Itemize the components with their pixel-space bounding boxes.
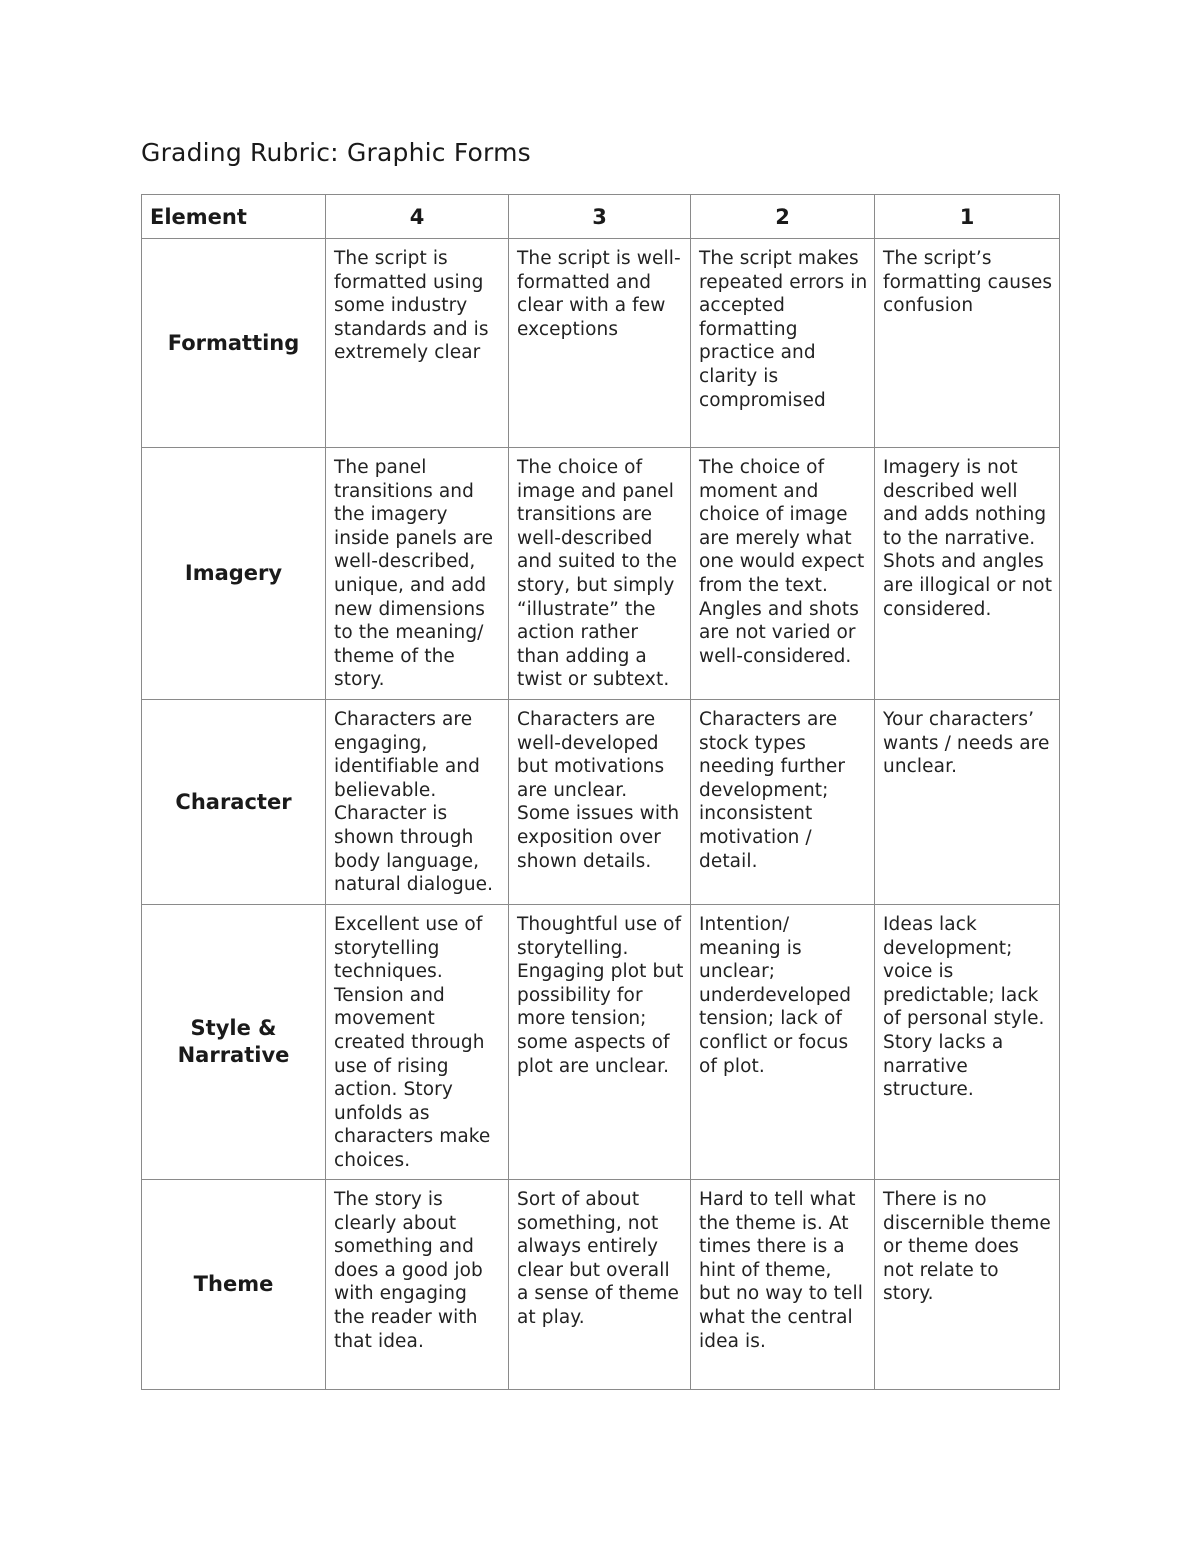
header-row xyxy=(142,195,1060,239)
table-row xyxy=(142,905,1060,1180)
header-element: Element xyxy=(142,195,326,239)
score-4-descriptor: Excellent use of storytelling techniques. Tension and movement created through use of rising action. Story unfolds as characters make choices. xyxy=(326,905,509,1180)
element-label: Character xyxy=(142,700,326,905)
element-label: Style & Narrative xyxy=(142,905,326,1180)
score-1-descriptor: There is no discernible theme or theme does not relate to story. xyxy=(875,1180,1060,1390)
score-3-descriptor: The script is well-formatted and clear with a few exceptions xyxy=(509,239,691,448)
header-score-4: 4 xyxy=(326,195,509,239)
header-score-2: 2 xyxy=(691,195,875,239)
rubric-table xyxy=(141,194,1060,1390)
score-2-descriptor: Characters are stock types needing further development; inconsistent motivation / detail. xyxy=(691,700,875,905)
score-3-descriptor: The choice of image and panel transitions are well-described and suited to the story, but simply “illustrate” the action rather than adding a twist or subtext. xyxy=(509,448,691,700)
page-title: Grading Rubric: Graphic Forms xyxy=(141,138,531,167)
element-label: Imagery xyxy=(142,448,326,700)
header-score-3: 3 xyxy=(509,195,691,239)
table-row xyxy=(142,700,1060,905)
score-4-descriptor: The panel transitions and the imagery inside panels are well-described, unique, and add new dimensions to the meaning/ theme of the story. xyxy=(326,448,509,700)
score-3-descriptor: Characters are well-developed but motivations are unclear. Some issues with exposition over shown details. xyxy=(509,700,691,905)
score-1-descriptor: The script’s formatting causes confusion xyxy=(875,239,1060,448)
score-2-descriptor: The choice of moment and choice of image are merely what one would expect from the text. Angles and shots are not varied or well-considered. xyxy=(691,448,875,700)
element-label: Theme xyxy=(142,1180,326,1390)
table-row xyxy=(142,448,1060,700)
table-row xyxy=(142,239,1060,448)
table-row xyxy=(142,1180,1060,1390)
score-1-descriptor: Imagery is not described well and adds nothing to the narrative. Shots and angles are illogical or not considered. xyxy=(875,448,1060,700)
score-2-descriptor: Intention/ meaning is unclear; underdeveloped tension; lack of conflict or focus of plot. xyxy=(691,905,875,1180)
score-3-descriptor: Sort of about something, not always entirely clear but overall a sense of theme at play. xyxy=(509,1180,691,1390)
score-4-descriptor: The story is clearly about something and does a good job with engaging the reader with that idea. xyxy=(326,1180,509,1390)
element-label: Formatting xyxy=(142,239,326,448)
score-2-descriptor: The script makes repeated errors in accepted formatting practice and clarity is compromised xyxy=(691,239,875,448)
score-4-descriptor: The script is formatted using some industry standards and is extremely clear xyxy=(326,239,509,448)
score-1-descriptor: Your characters’ wants / needs are unclear. xyxy=(875,700,1060,905)
score-3-descriptor: Thoughtful use of storytelling. Engaging plot but possibility for more tension; some aspects of plot are unclear. xyxy=(509,905,691,1180)
score-2-descriptor: Hard to tell what the theme is. At times there is a hint of theme, but no way to tell what the central idea is. xyxy=(691,1180,875,1390)
score-4-descriptor: Characters are engaging, identifiable and believable. Character is shown through body language, natural dialogue. xyxy=(326,700,509,905)
header-score-1: 1 xyxy=(875,195,1060,239)
score-1-descriptor: Ideas lack development; voice is predictable; lack of personal style. Story lacks a narrative structure. xyxy=(875,905,1060,1180)
